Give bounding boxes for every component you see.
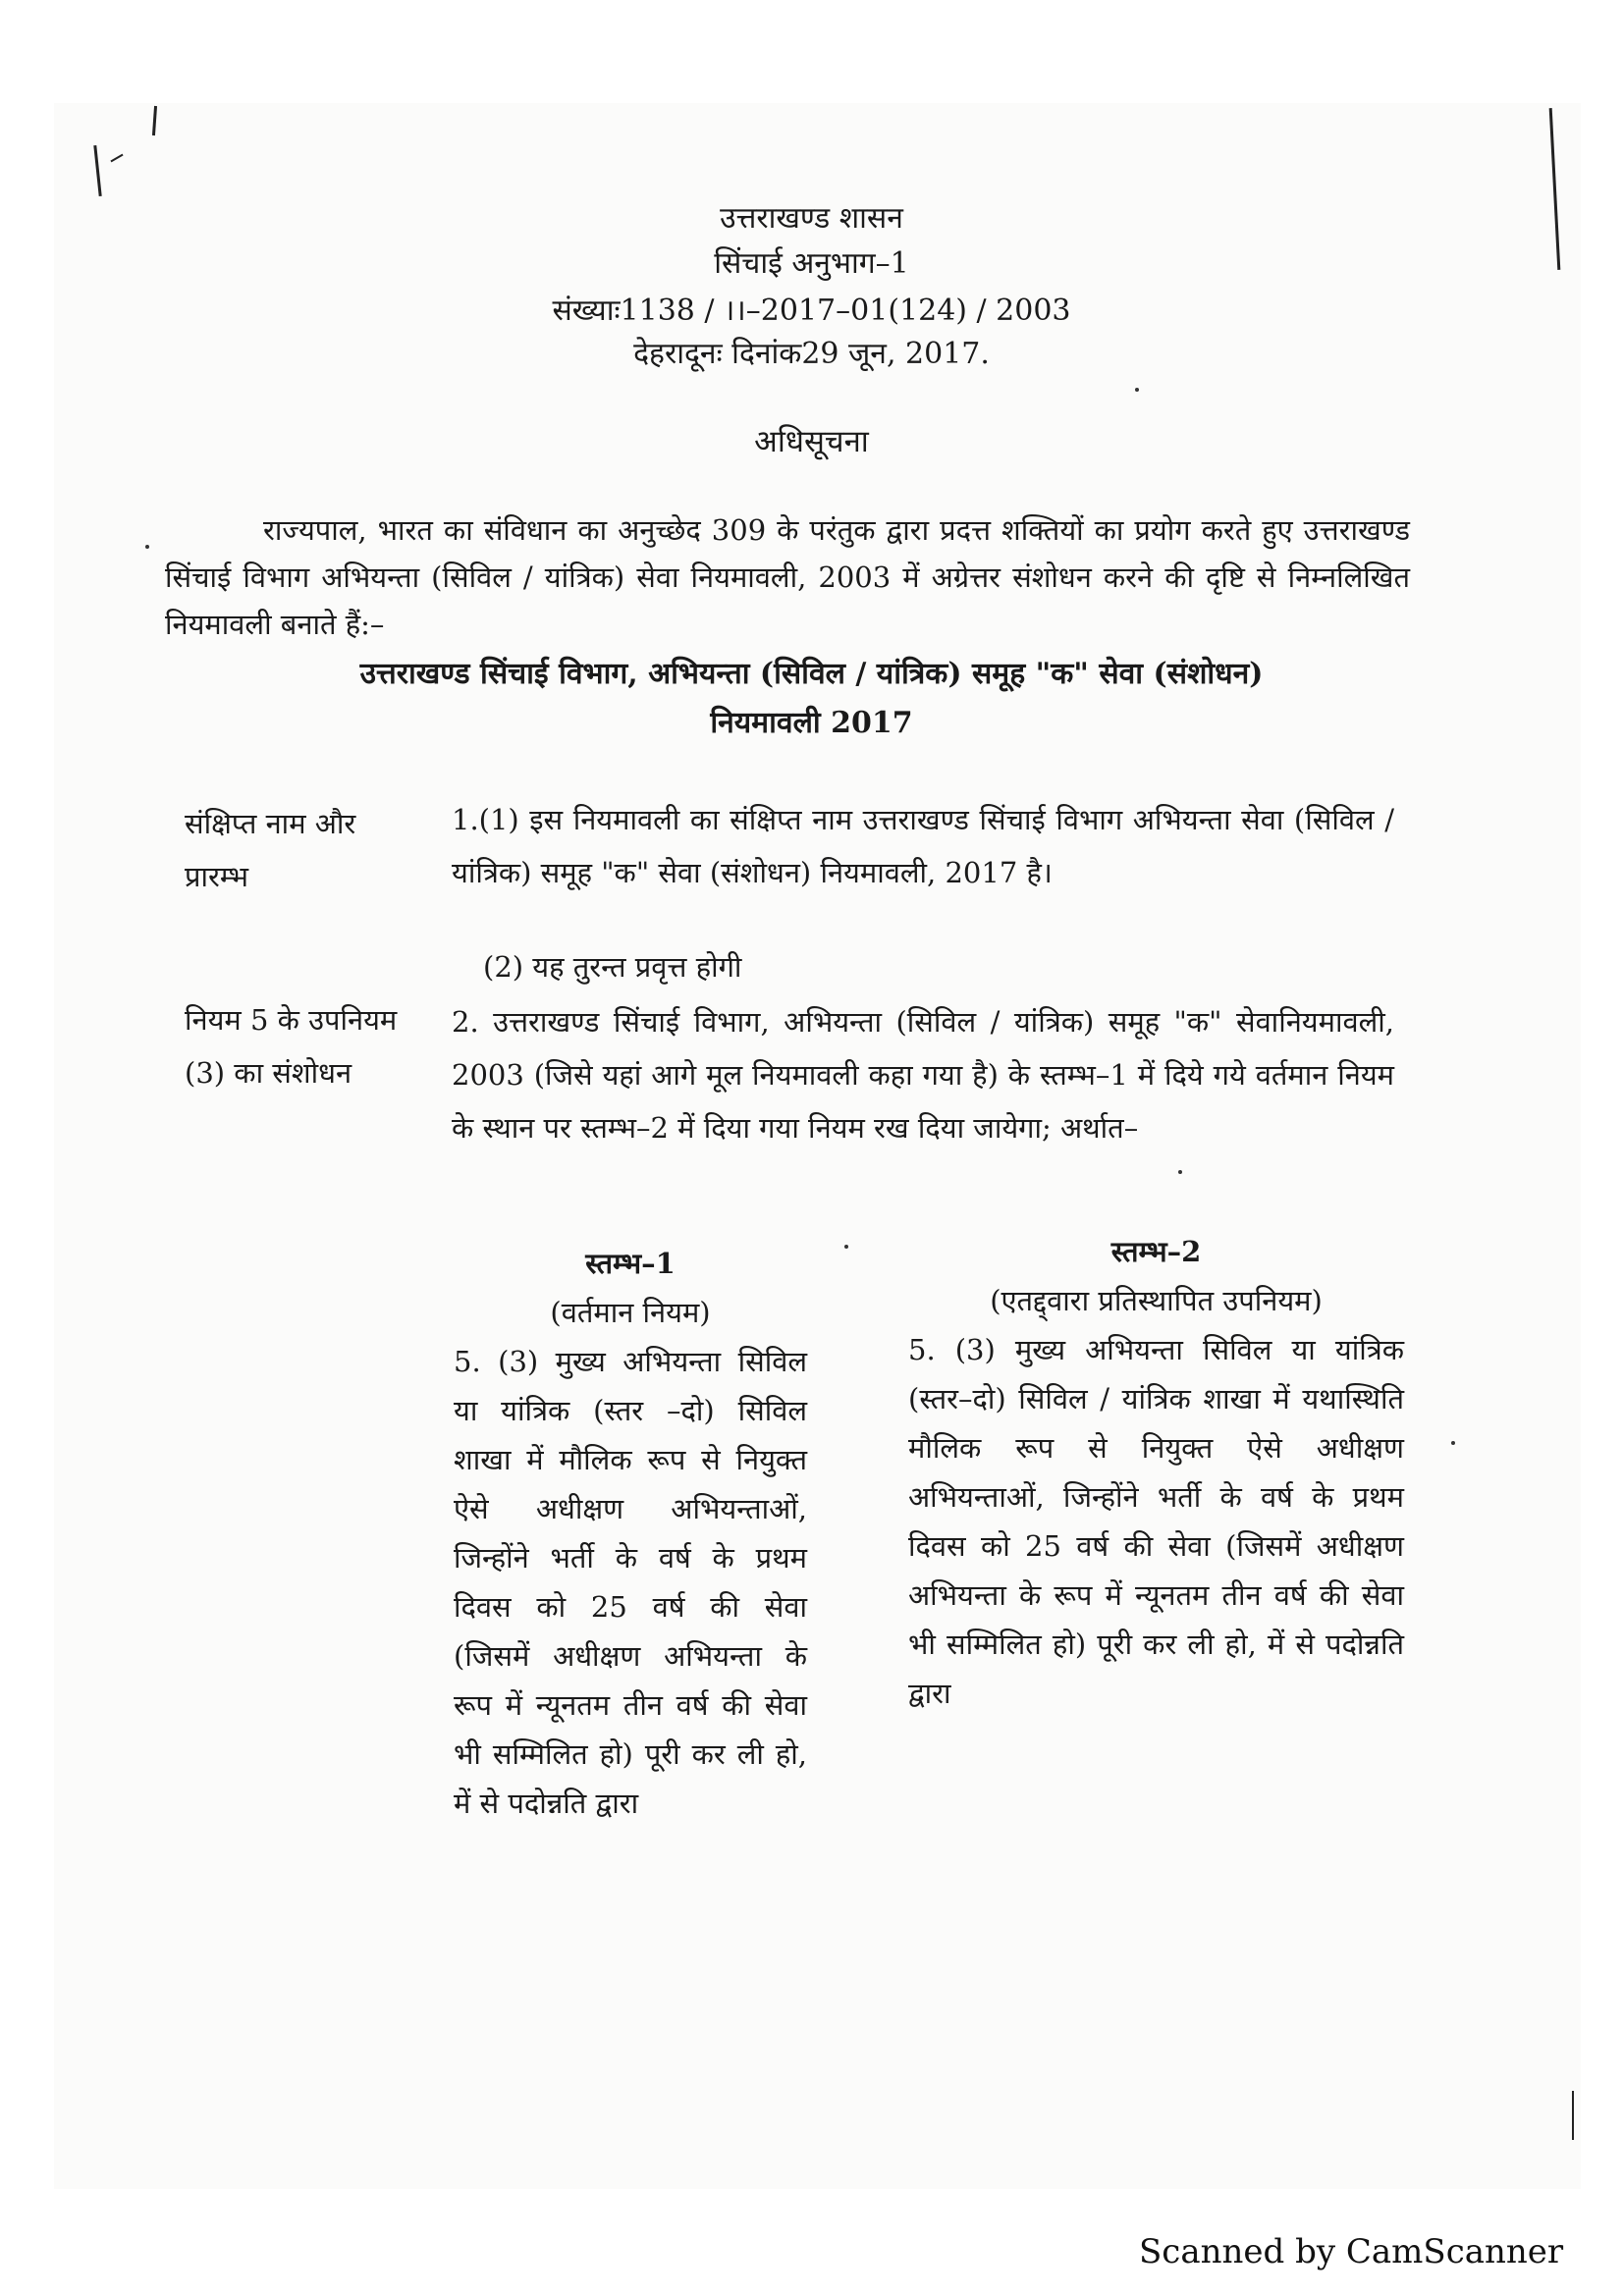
section2-text: 2. उत्तराखण्ड सिंचाई विभाग, अभियन्ता (सिविल / यांत्रिक) समूह "क" सेवानियमावली, 2003 (जिसे यहां आगे मूल नियमावली कहा गया है) के स्तम्भ–1 में दिये गये वर्तमान नियम के स्थान पर स्तम्भ–2 में दिया गया नियम रख दिया जायेगा; अर्थात– [452, 1005, 1394, 1145]
notification-title: अधिसूचना [754, 424, 869, 459]
intro-paragraph-text: राज्यपाल, भारत का संविधान का अनुच्छेद 309 के परंतुक द्वारा प्रदत्त शक्तियों का प्रयोग करते हुए उत्तराखण्ड सिंचाई विभाग अभियन्ता (सिविल / यांत्रिक) सेवा नियमावली, 2003 में अग्रेत्तर संशोधन करने की दृष्टि से निम्नलिखित नियमावली बनाते हैं:– [165, 513, 1410, 641]
column2 [908, 1227, 1404, 1718]
scan-speck [1451, 1441, 1455, 1445]
header-date: देहरादूनः दिनांक29 जून, 2017. [633, 337, 990, 371]
column1-subheading: (वर्तमान नियम) [550, 1296, 711, 1329]
scan-speck [1178, 1170, 1182, 1174]
column1-heading: स्तम्भ–1 [585, 1247, 676, 1280]
scan-speck [1135, 388, 1139, 392]
intro-paragraph [165, 507, 1410, 648]
header-section: सिंचाई अनुभाग–1 [714, 246, 909, 281]
page-edge-line [1572, 2091, 1574, 2140]
column1 [454, 1239, 807, 1828]
header-government: उत्तराखण्ड शासन [720, 201, 903, 236]
scan-speck [844, 1245, 848, 1249]
scanner-watermark: Scanned by CamScanner [1139, 2232, 1564, 2271]
rule-title-line1: उत्तराखण्ड सिंचाई विभाग, अभियन्ता (सिविल / यांत्रिक) समूह "क" सेवा (संशोधन) [359, 657, 1264, 691]
rule-title [0, 650, 1623, 748]
column2-subheading: (एतद्द्वारा प्रतिस्थापित उपनियम) [990, 1284, 1323, 1317]
section1-side-heading: संक्षिप्त नाम और प्रारम्भ [185, 807, 356, 893]
column2-heading: स्तम्भ–2 [1110, 1235, 1202, 1268]
column1-text: 5. (3) मुख्य अभियन्ता सिविल या यांत्रिक (स्तर –दो) सिविल शाखा में मौलिक रूप से नियुक्त ऐसे अधीक्षण अभियन्ताओं, जिन्होंने भर्ती के वर्ष के प्रथम दिवस को 25 वर्ष की सेवा (जिसमें अधीक्षण अभियन्ता के रूप में न्यूनतम तीन वर्ष की सेवा भी सम्मिलित हो) पूरी कर ली हो, में से पदोन्नति द्वारा [454, 1345, 807, 1820]
section1-subclause: (2) यह तुरन्त प्रवृत्त होगी [483, 950, 742, 984]
section1-text: 1.(1) इस नियमावली का संक्षिप्त नाम उत्तराखण्ड सिंचाई विभाग अभियन्ता सेवा (सिविल / यांत्रिक) समूह "क" सेवा (संशोधन) नियमावली, 2017 है। [452, 803, 1394, 889]
header-reference-number: संख्याः1138 / ।।–2017–01(124) / 2003 [552, 294, 1071, 328]
rule-title-line2: नियमावली 2017 [710, 706, 913, 740]
scan-speck [145, 545, 149, 549]
section2-side-heading: नियम 5 के उपनियम (3) का संशोधन [185, 1003, 398, 1090]
column2-text: 5. (3) मुख्य अभियन्ता सिविल या यांत्रिक (स्तर–दो) सिविल / यांत्रिक शाखा में यथास्थिति मौलिक रूप से नियुक्त ऐसे अधीक्षण अभियन्ताओं, जिन्होंने भर्ती के वर्ष के प्रथम दिवस को 25 वर्ष की सेवा (जिसमें अधीक्षण अभियन्ता के रूप में न्यूनतम तीन वर्ष की सेवा भी सम्मिलित हो) पूरी कर ली हो, में से पदोन्नति द्वारा [908, 1333, 1404, 1710]
